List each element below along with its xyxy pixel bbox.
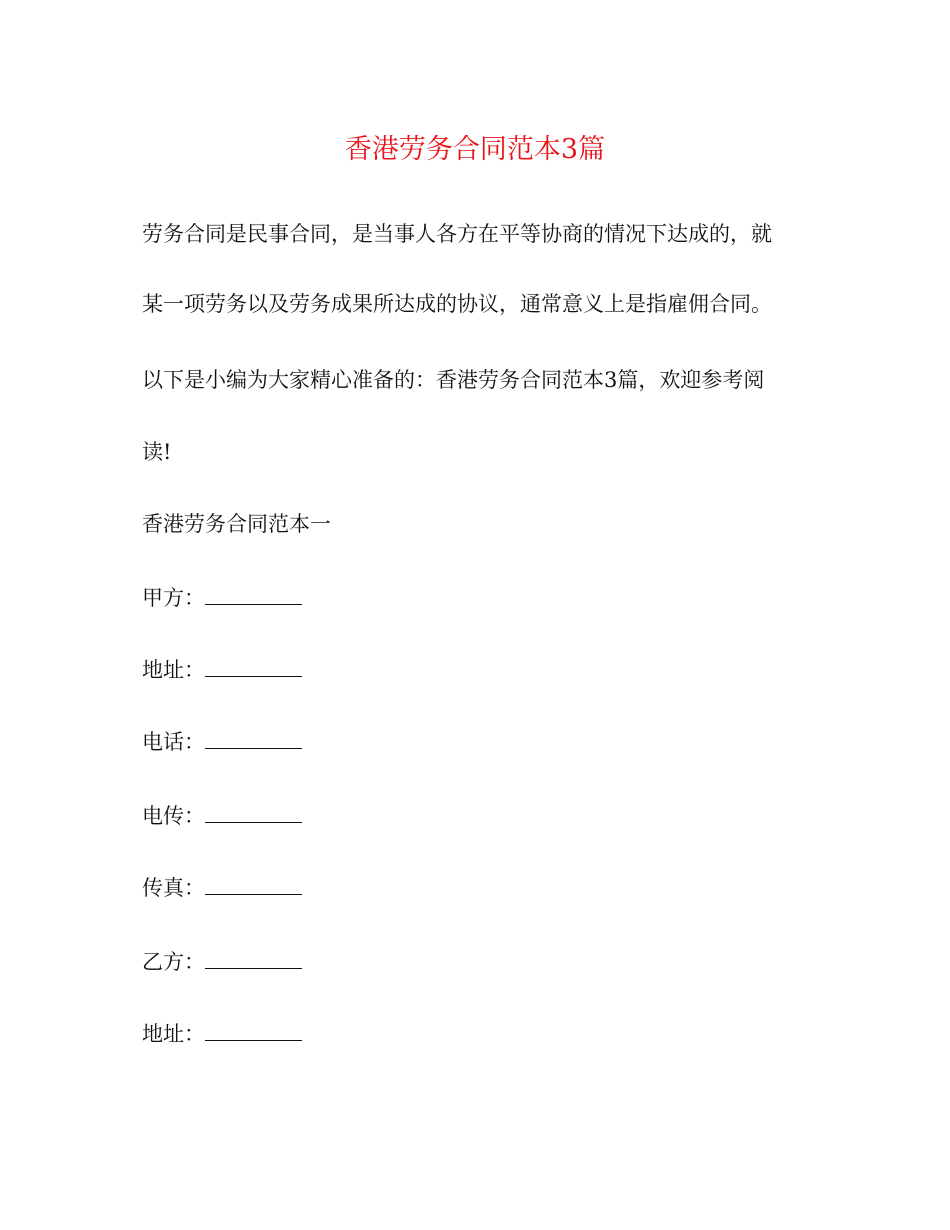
field-label: 电话： bbox=[142, 730, 205, 754]
section-heading: 香港劳务合同范本一 bbox=[142, 512, 331, 536]
field-label: 甲方： bbox=[142, 586, 205, 610]
field-label: 电传： bbox=[142, 804, 205, 828]
field-label: 传真： bbox=[142, 876, 205, 900]
field-label: 乙方： bbox=[142, 950, 205, 974]
blank-line bbox=[205, 872, 302, 895]
field-telex bbox=[142, 800, 302, 832]
blank-line bbox=[205, 800, 302, 823]
intro-line-3: 以下是小编为大家精心准备的：香港劳务合同范本3篇，欢迎参考阅 bbox=[142, 368, 765, 392]
intro-line-2: 某一项劳务以及劳务成果所达成的协议，通常意义上是指雇佣合同。 bbox=[142, 292, 772, 316]
field-address-a bbox=[142, 654, 302, 686]
field-address-b bbox=[142, 1018, 302, 1050]
blank-line bbox=[205, 654, 302, 677]
field-fax bbox=[142, 872, 302, 904]
field-label: 地址： bbox=[142, 1022, 205, 1046]
blank-line bbox=[205, 726, 302, 749]
blank-line bbox=[205, 1018, 302, 1041]
field-phone bbox=[142, 726, 302, 758]
blank-line bbox=[205, 582, 302, 605]
intro-line-4: 读! bbox=[142, 440, 172, 464]
field-label: 地址： bbox=[142, 658, 205, 682]
field-party-a bbox=[142, 582, 302, 614]
document-title: 香港劳务合同范本3篇 bbox=[344, 134, 606, 165]
field-party-b bbox=[142, 946, 302, 978]
intro-line-1: 劳务合同是民事合同，是当事人各方在平等协商的情况下达成的，就 bbox=[142, 222, 772, 246]
blank-line bbox=[205, 946, 302, 969]
